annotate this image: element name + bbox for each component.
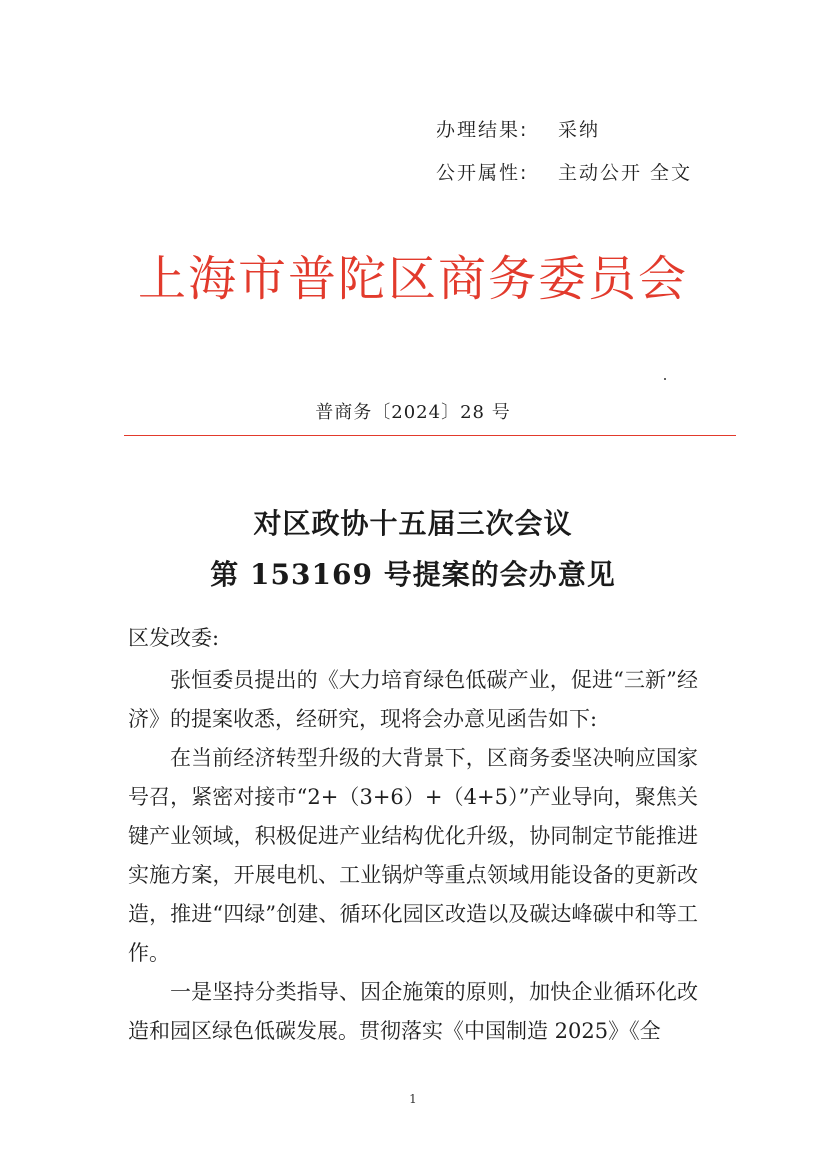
handling-result-row xyxy=(436,115,600,142)
page-number: 1 xyxy=(409,1092,417,1106)
handling-result-value: 采纳 xyxy=(558,119,601,141)
body-paragraph: 在当前经济转型升级的大背景下，区商务委坚决响应国家号召，紧密对接市“2+（3+6）+（4+5）”产业导向，聚焦关键产业领域，积极促进产业结构优化升级，协同制定节能推进实施方案，开展电机、工业锅炉等重点领域用能设备的更新改造，推进“四绿”创建、循环化园区改造以及碳达峰碳中和等工作。 xyxy=(128,746,698,965)
disclosure-value: 主动公开 全文 xyxy=(558,162,693,184)
body-paragraph: 张恒委员提出的《大力培育绿色低碳产业，促进“三新”经济》的提案收悉，经研究，现将会办意见函告如下: xyxy=(128,668,698,731)
document-title-line-1: 对区政协十五届三次会议 xyxy=(253,507,573,540)
document-title-line-2: 第 153169 号提案的会办意见 xyxy=(210,558,616,591)
stray-dot-mark xyxy=(664,378,666,380)
disclosure-label: 公开属性: xyxy=(436,162,529,184)
body-paragraph: 一是坚持分类指导、因企施策的原则，加快企业循环化改造和园区绿色低碳发展。贯彻落实《中国制造 2025》《全 xyxy=(128,980,698,1043)
red-separator-line xyxy=(124,435,736,436)
disclosure-row xyxy=(436,158,692,185)
issuing-organization-title: 上海市普陀区商务委员会 xyxy=(137,251,688,307)
document-number: 普商务〔2024〕28 号 xyxy=(315,402,511,423)
handling-result-label: 办理结果: xyxy=(436,119,529,141)
recipient: 区发改委: xyxy=(128,626,220,650)
